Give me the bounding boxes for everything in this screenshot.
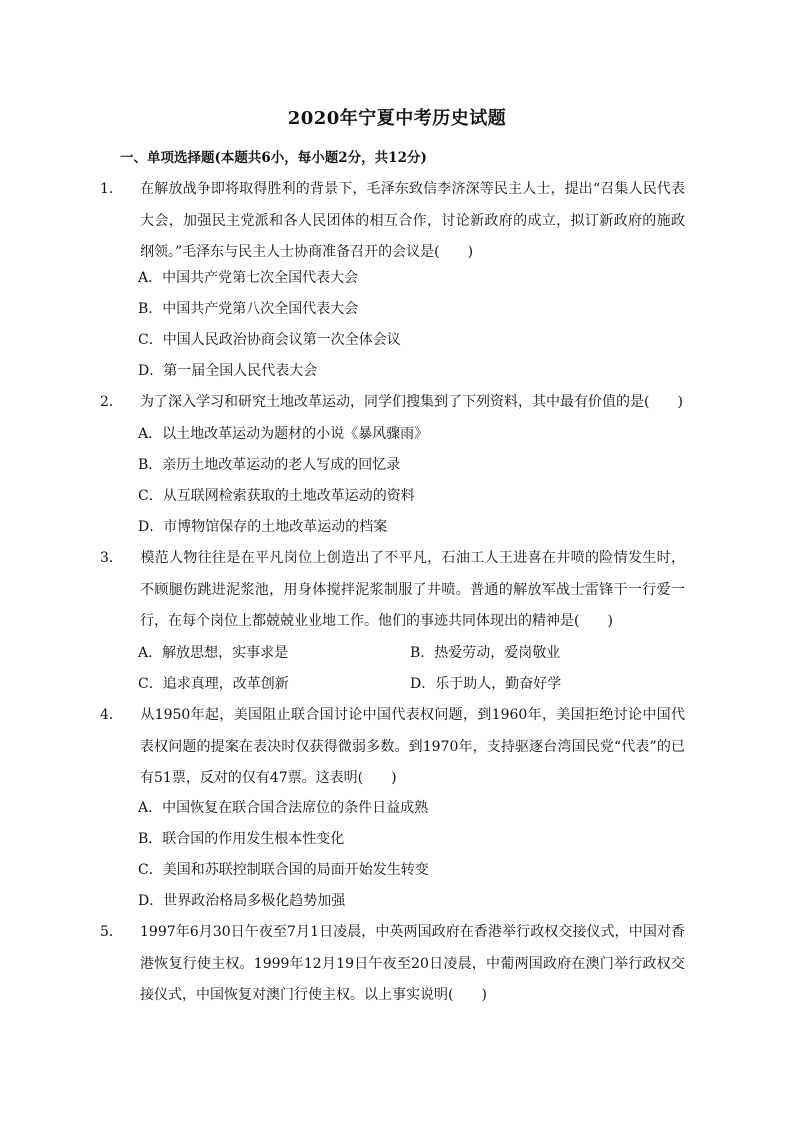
question-4-option-b: B．联合国的作用发生根本性变化 bbox=[138, 831, 345, 847]
question-4-number: 4． bbox=[100, 707, 123, 723]
question-3-option-b: B．热爱劳动，爱岗敬业 bbox=[410, 645, 561, 661]
page-title: 2020年宁夏中考历史试题 bbox=[287, 108, 507, 129]
question-4-option-c: C．美国和苏联控制联合国的局面开始发生转变 bbox=[138, 862, 429, 878]
question-4-text: 从1950年起，美国阻止联合国讨论中国代表权问题，到1960年，美国拒绝讨论中国代表权问题的提案在表决时仅获得微弱多数。到1970年，支持驱逐台湾国民党“代表”的已有51票，反对的仅有47票。这表明( ) bbox=[140, 707, 685, 786]
question-5-text: 1997年6月30日午夜至7月1日凌晨，中英两国政府在香港举行政权交接仪式，中国对香港恢复行使主权。1999年12月19日午夜至20日凌晨，中葡两国政府在澳门举行政权交接仪式，中国恢复对澳门行使主权。以上事实说明( ) bbox=[140, 924, 685, 1003]
question-2-option-b: B．亲历土地改革运动的老人写成的回忆录 bbox=[138, 457, 401, 473]
section-heading: 一、单项选择题(本题共6小，每小题2分，共12分) bbox=[120, 150, 427, 166]
question-3-stem bbox=[100, 543, 685, 638]
question-2-number: 2． bbox=[100, 394, 123, 410]
question-5-number: 5． bbox=[100, 924, 123, 940]
question-2-text: 为了深入学习和研究土地改革运动，同学们搜集到了下列资料，其中最有价值的是( ) bbox=[140, 394, 683, 410]
question-2-option-c: C．从互联网检索获取的土地改革运动的资料 bbox=[138, 488, 415, 504]
question-2-option-d: D．市博物馆保存的土地改革运动的档案 bbox=[138, 519, 388, 535]
question-1-option-a: A．中国共产党第七次全国代表大会 bbox=[138, 270, 359, 286]
question-1-option-b: B．中国共产党第八次全国代表大会 bbox=[138, 301, 359, 317]
question-5 bbox=[100, 917, 685, 1012]
question-1-option-c: C．中国人民政治协商会议第一次全体会议 bbox=[138, 332, 401, 348]
question-1 bbox=[100, 174, 685, 269]
question-3 bbox=[100, 543, 685, 638]
question-4-option-d: D．世界政治格局多极化趋势加强 bbox=[138, 893, 346, 909]
question-2-stem bbox=[100, 387, 685, 419]
question-1-stem bbox=[100, 174, 685, 269]
question-5-stem bbox=[100, 917, 685, 1012]
question-3-text: 模范人物往往是在平凡岗位上创造出了不平凡，石油工人王进喜在井喷的险情发生时，不顾腿伤跳进泥浆池，用身体搅拌泥浆制服了井喷。普通的解放军战士雷锋干一行爱一行，在每个岗位上都兢兢业业地工作。他们的事迹共同体现出的精神是( ) bbox=[140, 550, 685, 629]
question-1-option-d: D．第一届全国人民代表大会 bbox=[138, 363, 318, 379]
question-4 bbox=[100, 700, 685, 795]
question-2 bbox=[100, 387, 685, 419]
question-1-text: 在解放战争即将取得胜利的背景下，毛泽东致信李济深等民主人士，提出“召集人民代表大会，加强民主党派和各人民团体的相互合作，讨论新政府的成立，拟订新政府的施政纲领。”毛泽东与民主人士协商准备召开的会议是( ) bbox=[140, 181, 685, 260]
question-3-option-c: C．追求真理，改革创新 bbox=[138, 676, 289, 692]
question-1-number: 1． bbox=[100, 181, 123, 197]
question-3-option-a: A．解放思想，实事求是 bbox=[138, 645, 289, 661]
question-2-option-a: A．以土地改革运动为题材的小说《暴风骤雨》 bbox=[138, 426, 429, 442]
question-4-option-a: A．中国恢复在联合国合法席位的条件日益成熟 bbox=[138, 800, 429, 816]
question-3-number: 3． bbox=[100, 550, 123, 566]
question-4-stem bbox=[100, 700, 685, 795]
question-3-option-d: D．乐于助人，勤奋好学 bbox=[410, 676, 562, 692]
